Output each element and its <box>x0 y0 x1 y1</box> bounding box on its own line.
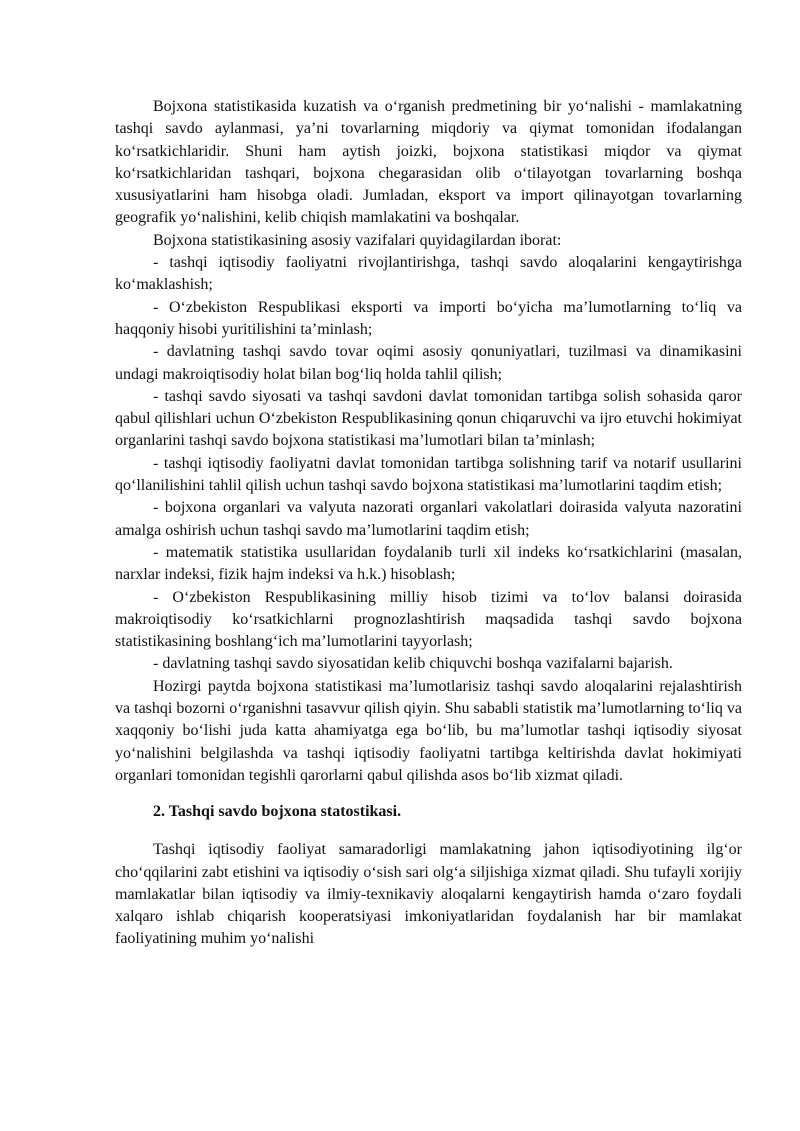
document-page <box>115 96 742 951</box>
paragraph: Bojxona statistikasining asosiy vazifalari quyidagilardan iborat: <box>153 231 562 249</box>
list-item: - tashqi iqtisodiy faoliyatni rivojlantirishga, tashqi savdo aloqalarini kengaytirishga ko‘maklashish; <box>115 254 742 294</box>
section-heading: 2. Tashqi savdo bojxona statostikasi. <box>153 803 402 821</box>
paragraph: Tashqi iqtisodiy faoliyat samaradorligi mamlakatning jahon iqtisodiyotining ilg‘or cho‘qqilarini zabt etishini va iqtisodiy o‘sish sari olg‘a siljishiga xizmat qiladi. Shu tufayli xorijiy mamlakatlar bilan iqtisodiy va ilmiy-texnikaviy aloqalarni kengaytirish hamda o‘zaro foydali xalqaro ishlab chiqarish kooperatsiyasi imkoniyatlaridan foydalanish har bir mamlakat faoliyatining muhim yo‘nalishi <box>115 841 742 948</box>
list-item: - bojxona organlari va valyuta nazorati organlari vakolatlari doirasida valyuta nazoratini amalga oshirish uchun tashqi savdo ma’lumotlarini taqdim etish; <box>115 499 742 539</box>
list-item: - tashqi iqtisodiy faoliyatni davlat tomonidan tartibga solishning tarif va notarif usullarini qo‘llanilishini tahlil qilish uchun tashqi savdo bojxona statistikasi ma’lumotlarini taqdim etish; <box>115 454 742 495</box>
list-item: - O‘zbekiston Respublikasi eksporti va importi bo‘yicha ma’lumotlarning to‘liq va haqqoniy hisobi yuritilishini ta’minlash; <box>115 298 742 338</box>
paragraph: Bojxona statistikasida kuzatish va o‘rganish predmetining bir yo‘nalishi - mamlakatning tashqi savdo aylanmasi, ya’ni tovarlarning miqdoriy va qiymat tomonidan ifodalangan ko‘rsatkichlaridir. Shuni ham aytish joizki, bojxona statistikasi miqdor va qiymat ko‘rsatkichlaridan tashqari, bojxona chegarasidan olib o‘tilayotgan tovarlarning boshqa xususiyatlarini ham hisobga oladi. Jumladan, eksport va import qilinayotgan tovarlarning geografik yo‘nalishini, kelib chiqish mamlakatini va boshqalar. <box>115 98 742 227</box>
paragraph: Hozirgi paytda bojxona statistikasi ma’lumotlarisiz tashqi savdo aloqalarini rejalashtirish va tashqi bozorni o‘rganishni tasavvur qilish qiyin. Shu sababli statistik ma’lumotlarning to‘liq va xaqqoniy bo‘lishi juda katta ahamiyatga ega bo‘lib, bu ma’lumotlar tashqi iqtisodiy siyosat yo‘nalishini belgilashda va tashqi iqtisodiy faoliyatni tartibga keltirishda davlat hokimiyati organlari tomonidan tegishli qarorlarni qabul qilishda asos bo‘lib xizmat qiladi. <box>115 677 742 784</box>
list-item: - O‘zbekiston Respublikasining milliy hisob tizimi va to‘lov balansi doirasida makroiqtisodiy ko‘rsatkichlarni prognozlashtirish maqsadida tashqi savdo bojxona statistikasining boshlang‘ich ma’lumotlarini tayyorlash; <box>115 588 742 651</box>
list-item: - davlatning tashqi savdo siyosatidan kelib chiquvchi boshqa vazifalarni bajarish. <box>153 655 673 673</box>
list-item: - tashqi savdo siyosati va tashqi savdoni davlat tomonidan tartibga solish sohasida qaror qabul qilishlari uchun O‘zbekiston Respublikasining qonun chiqaruvchi va ijro etuvchi hokimiyat organlarini tashqi savdo bojxona statistikasi ma’lumotlari bilan ta’minlash; <box>115 387 742 450</box>
list-item: - davlatning tashqi savdo tovar oqimi asosiy qonuniyatlari, tuzilmasi va dinamikasini undagi makroiqtisodiy holat bilan bog‘liq holda tahlil qilish; <box>115 343 742 383</box>
list-item: - matematik statistika usullaridan foydalanib turli xil indeks ko‘rsatkichlarini (masalan, narxlar indeksi, fizik hajm indeksi va h.k.) hisoblash; <box>115 543 742 584</box>
